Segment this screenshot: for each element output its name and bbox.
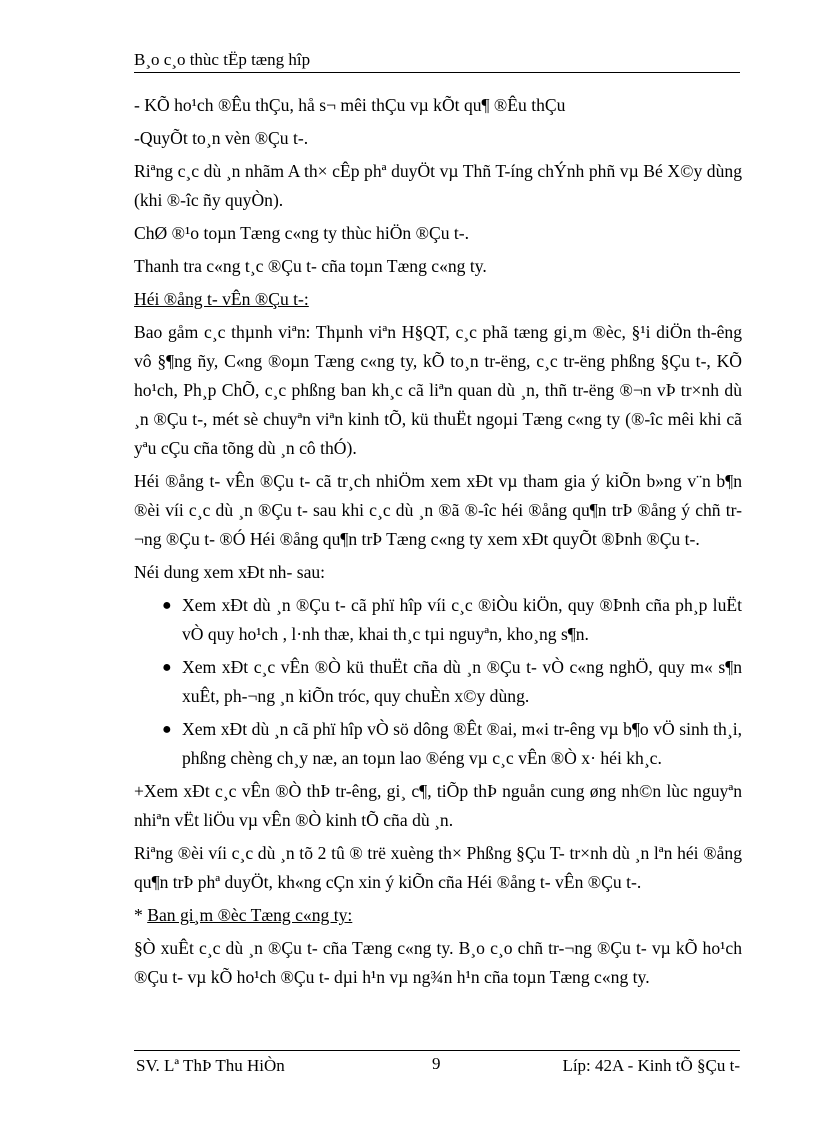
paragraph: Néi dung xem xÐt nh- sau: <box>134 562 326 582</box>
page-footer <box>134 1050 740 1079</box>
bullet-icon: ● <box>162 659 172 676</box>
footer-class: Líp: 42A - Kinh tÕ §Çu t- <box>562 1056 740 1075</box>
paragraph: - KÕ ho¹ch ®Êu thÇu, hå s¬ mêi thÇu vµ kÕt qu¶ ®Êu thÇu <box>134 95 566 115</box>
bullet-icon: ● <box>162 597 172 614</box>
paragraph: Héi ®ång t- vÊn ®Çu t- cã tr¸ch nhiÖm xem xÐt vµ tham gia ý kiÕn b»ng v¨n b¶n ®èi víi c¸c dù ¸n ®Çu t- sau khi c¸c dù ¸n ®ã ®-îc héi ®ång qu¶n trÞ ®ång ý chñ tr-¬ng ®Çu t- ®Ó Héi ®ång qu¶n trÞ Tæng c«ng ty xem xÐt quyÕt ®Þnh ®Çu t-. <box>134 471 742 549</box>
paragraph: Riªng c¸c dù ¸n nhãm A th× cÊp phª duyÖt vµ Thñ T-íng chÝnh phñ vµ Bé X©y dùng (khi ®-îc ñy quyÒn). <box>134 161 742 210</box>
document-body <box>134 91 742 996</box>
paragraph: -QuyÕt to¸n vèn ®Çu t-. <box>134 128 309 148</box>
section-heading-prefix: * <box>134 905 148 925</box>
paragraph: Riªng ®èi víi c¸c dù ¸n tõ 2 tû ® trë xuèng th× Phßng §Çu T- tr×nh dù ¸n lªn héi ®ång qu¶n trÞ phª duyÖt, kh«ng cÇn xin ý kiÕn cña Héi ®ång t- vÊn ®Çu t-. <box>134 843 742 892</box>
bullet-item <box>134 653 742 711</box>
page-number: 9 <box>432 1054 441 1073</box>
section-heading <box>134 901 742 930</box>
section-heading-text: Héi ®ång t- vÊn ®Çu t-: <box>134 289 309 309</box>
bullet-text: Xem xÐt dù ¸n cã phï hîp vÒ sö dông ®Êt ®ai, m«i tr-êng vµ b¶o vÖ sinh th¸i, phßng chèng ch¸y næ, an toµn lao ®éng vµ c¸c vÊn ®Ò x· héi kh¸c. <box>182 719 742 768</box>
section-heading <box>134 285 742 314</box>
paragraph: Bao gåm c¸c thµnh viªn: Thµnh viªn H§QT, c¸c phã tæng gi¸m ®èc, §¹i diÖn th-êng vô §¶ng ñy, C«ng ®oµn Tæng c«ng ty, kÕ to¸n tr-ëng, c¸c tr-ëng phßng §Çu t-, KÕ ho¹ch, Ph¸p ChÕ, c¸c phßng ban kh¸c cã liªn quan dù ¸n, thñ tr-ëng ®¬n vÞ tr×nh dù ¸n ®Çu t-, mét sè chuyªn viªn kinh tÕ, kü thuËt ngoµi Tæng c«ng ty (®-îc mêi khi cã yªu cÇu cña tõng dù ¸n cô thÓ). <box>134 322 742 458</box>
bullet-list <box>134 591 742 773</box>
page-header <box>134 48 740 73</box>
paragraph: §Ò xuÊt c¸c dù ¸n ®Çu t- cña Tæng c«ng ty. B¸o c¸o chñ tr-¬ng ®Çu t- vµ kÕ ho¹ch ®Çu t- vµ kÕ ho¹ch ®Çu t- dµi h¹n vµ ng¾n h¹n cña toµn Tæng c«ng ty. <box>134 938 742 987</box>
bullet-text: Xem xÐt dù ¸n ®Çu t- cã phï hîp víi c¸c ®iÒu kiÖn, quy ®Þnh cña ph¸p luËt vÒ quy ho¹ch , l·nh thæ, khai th¸c tµi nguyªn, kho¸ng s¶n. <box>182 595 742 644</box>
section-heading-text: Ban gi¸m ®èc Tæng c«ng ty: <box>147 905 353 925</box>
paragraph: ChØ ®¹o toµn Tæng c«ng ty thùc hiÖn ®Çu t-. <box>134 223 470 243</box>
footer-author: SV. Lª ThÞ Thu HiÒn <box>136 1056 285 1075</box>
paragraph: +Xem xÐt c¸c vÊn ®Ò thÞ tr-êng, gi¸ c¶, tiÕp thÞ nguån cung øng nh©n lùc nguyªn nhiªn vËt liÖu vµ vÊn ®Ò kinh tÕ cña dù ¸n. <box>134 781 742 830</box>
bullet-icon: ● <box>162 721 172 738</box>
bullet-item <box>134 715 742 773</box>
bullet-item <box>134 591 742 649</box>
paragraph: Thanh tra c«ng t¸c ®Çu t- cña toµn Tæng c«ng ty. <box>134 256 487 276</box>
header-title: B¸o c¸o thùc tËp tæng hîp <box>134 50 311 69</box>
bullet-text: Xem xÐt c¸c vÊn ®Ò kü thuËt cña dù ¸n ®Çu t- vÒ c«ng nghÖ, quy m« s¶n xuÊt, ph-¬ng ¸n kiÕn tróc, quy chuÈn x©y dùng. <box>182 657 742 706</box>
